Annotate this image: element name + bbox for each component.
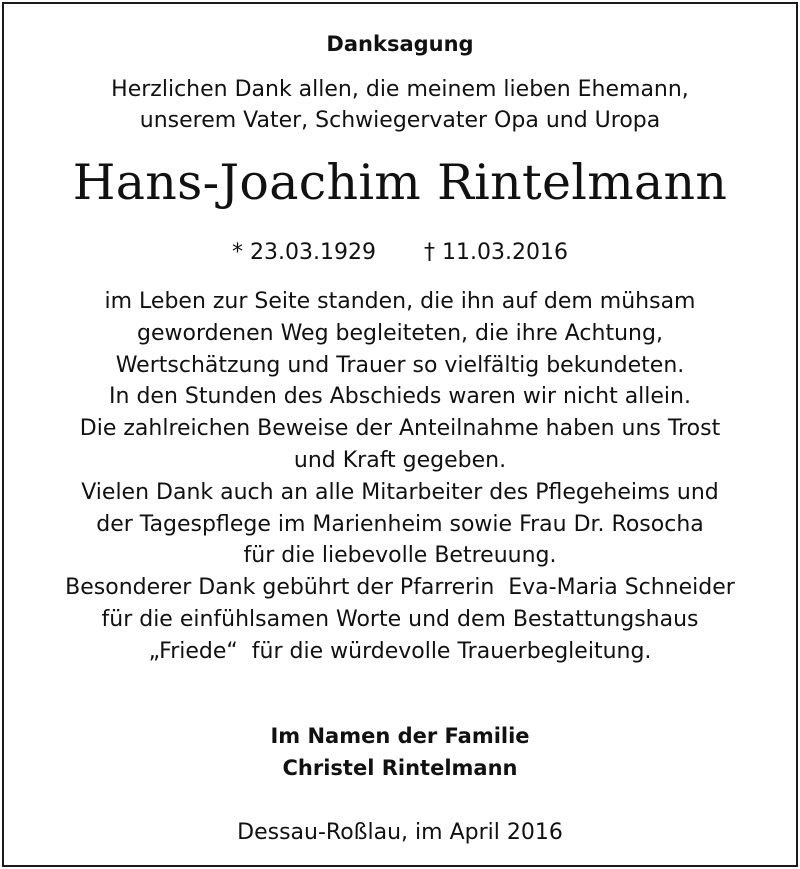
intro-text — [4, 74, 796, 136]
body-line: für die liebevolle Betreuung. — [243, 543, 557, 569]
death-date: † 11.03.2016 — [424, 240, 568, 265]
body-line: der Tagespflege im Marienheim sowie Frau Dr. Rosocha — [96, 511, 704, 537]
body-line: Besonderer Dank gebührt der Pfarrerin Eva-Maria Schneider — [65, 575, 735, 601]
body-line: für die einfühlsamen Worte und dem Bestattungshaus — [101, 606, 699, 632]
intro-line: unserem Vater, Schwiegervater Opa und Uropa — [139, 108, 661, 133]
intro-line: Herzlichen Dank allen, die meinem lieben Ehemann, — [111, 77, 689, 102]
obituary-card — [2, 2, 798, 867]
body-line: Die zahlreichen Beweise der Anteilnahme haben uns Trost — [79, 416, 721, 442]
life-dates — [4, 238, 796, 268]
body-line: Vielen Dank auch an alle Mitarbeiter des Pflegeheims und — [81, 479, 719, 505]
body-line: gewordenen Weg begleiteten, die ihre Achtung, — [137, 320, 663, 346]
birth-date: * 23.03.1929 — [232, 240, 376, 265]
place-date: Dessau-Roßlau, im April 2016 — [237, 820, 563, 845]
body-text — [4, 286, 796, 668]
signature-line: Christel Rintelmann — [282, 756, 518, 780]
body-line: Wertschätzung und Trauer so vielfältig bekundeten. — [115, 352, 685, 378]
notice-heading: Danksagung — [326, 32, 474, 56]
body-line: In den Stunden des Abschieds waren wir nicht allein. — [109, 384, 691, 410]
body-line: im Leben zur Seite standen, die ihn auf dem mühsam — [104, 289, 696, 314]
body-line: „Friede“ für die würdevolle Trauerbegleitung. — [148, 638, 652, 664]
body-line: und Kraft gegeben. — [293, 447, 507, 473]
deceased-name: Hans-Joachim Rintelmann — [72, 154, 728, 211]
signature-block — [4, 720, 796, 784]
signature-line: Im Namen der Familie — [270, 724, 530, 748]
